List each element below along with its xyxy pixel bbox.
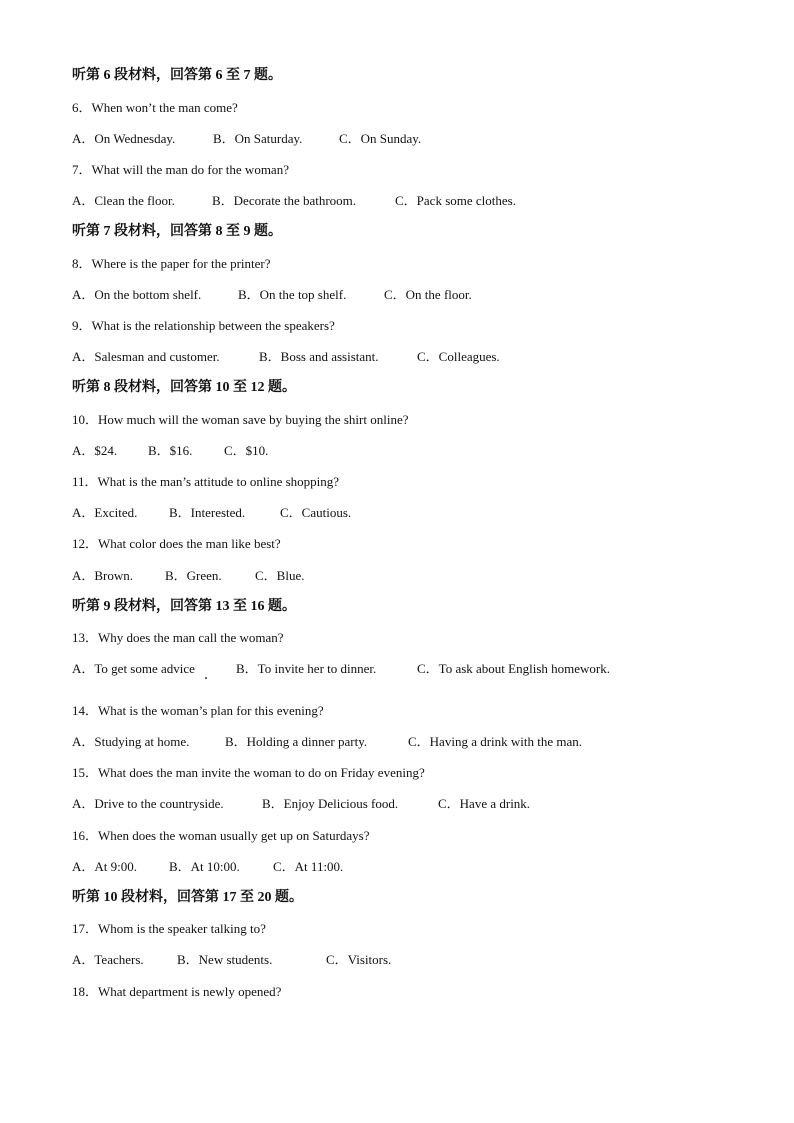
option-c: C．Cautious. — [280, 505, 352, 520]
option-b: B．On Saturday. — [213, 131, 303, 146]
options-row — [72, 661, 610, 677]
question-text: 13．Why does the man call the woman? — [72, 630, 284, 645]
options-row — [72, 131, 421, 147]
question-text: 18．What department is newly opened? — [72, 984, 282, 999]
options-row — [72, 859, 343, 875]
option-c: C．Blue. — [255, 568, 305, 583]
option-c: C．Visitors. — [326, 952, 392, 967]
option-a: A．Studying at home. — [72, 734, 190, 749]
option-c: C．$10. — [224, 443, 269, 458]
options-row — [72, 349, 500, 365]
question-text: 17．Whom is the speaker talking to? — [72, 921, 266, 936]
options-row — [72, 796, 530, 812]
option-a: A．On Wednesday. — [72, 131, 176, 146]
question-text: 8．Where is the paper for the printer? — [72, 256, 271, 271]
option-a: A．To get some advice — [72, 661, 195, 676]
option-b: B．Boss and assistant. — [259, 349, 379, 364]
option-b: B．Enjoy Delicious food. — [262, 796, 399, 811]
option-b: B．At 10:00. — [169, 859, 240, 874]
section-header: 听第 8 段材料，回答第 10 至 12 题。 — [72, 380, 296, 395]
option-b: B．Green. — [165, 568, 222, 583]
options-row — [72, 287, 472, 303]
option-b: B．$16. — [148, 443, 193, 458]
question-text: 9．What is the relationship between the speakers? — [72, 318, 335, 333]
options-row — [72, 734, 582, 750]
question-text: 14．What is the woman’s plan for this evening? — [72, 703, 324, 718]
options-row — [72, 568, 304, 584]
option-b: B．Decorate the bathroom. — [212, 193, 357, 208]
option-c: C．To ask about English homework. — [417, 661, 610, 676]
stray-mark — [205, 677, 207, 679]
options-row — [72, 193, 516, 209]
option-b: B．Interested. — [169, 505, 246, 520]
option-a: A．Salesman and customer. — [72, 349, 220, 364]
option-a: A．Brown. — [72, 568, 134, 583]
option-a: A．Teachers. — [72, 952, 144, 967]
question-text: 15．What does the man invite the woman to do on Friday evening? — [72, 765, 425, 780]
options-row — [72, 505, 351, 521]
option-c: C．Having a drink with the man. — [408, 734, 583, 749]
option-c: C．At 11:00. — [273, 859, 344, 874]
option-c: C．Colleagues. — [417, 349, 500, 364]
question-text: 16．When does the woman usually get up on Saturdays? — [72, 828, 370, 843]
question-text: 10．How much will the woman save by buying the shirt online? — [72, 412, 409, 427]
option-a: A．$24. — [72, 443, 118, 458]
option-c: C．On the floor. — [384, 287, 472, 302]
option-b: B．On the top shelf. — [238, 287, 347, 302]
question-text: 11．What is the man’s attitude to online shopping? — [72, 474, 340, 489]
section-header: 听第 9 段材料，回答第 13 至 16 题。 — [72, 599, 296, 614]
section-header: 听第 7 段材料，回答第 8 至 9 题。 — [72, 224, 282, 239]
option-a: A．Clean the floor. — [72, 193, 175, 208]
question-text: 7．What will the man do for the woman? — [72, 162, 289, 177]
options-row — [72, 443, 268, 459]
option-c: C．Have a drink. — [438, 796, 531, 811]
section-header: 听第 6 段材料，回答第 6 至 7 题。 — [72, 68, 282, 83]
option-a: A．Excited. — [72, 505, 138, 520]
option-b: B．To invite her to dinner. — [236, 661, 377, 676]
option-c: C．Pack some clothes. — [395, 193, 516, 208]
option-a: A．Drive to the countryside. — [72, 796, 224, 811]
question-text: 6．When won’t the man come? — [72, 100, 238, 115]
section-header: 听第 10 段材料，回答第 17 至 20 题。 — [72, 890, 303, 905]
option-b: B．New students. — [177, 952, 273, 967]
option-a: A．At 9:00. — [72, 859, 138, 874]
question-text: 12．What color does the man like best? — [72, 536, 281, 551]
option-b: B．Holding a dinner party. — [225, 734, 368, 749]
option-c: C．On Sunday. — [339, 131, 422, 146]
options-row — [72, 952, 391, 968]
option-a: A．On the bottom shelf. — [72, 287, 202, 302]
